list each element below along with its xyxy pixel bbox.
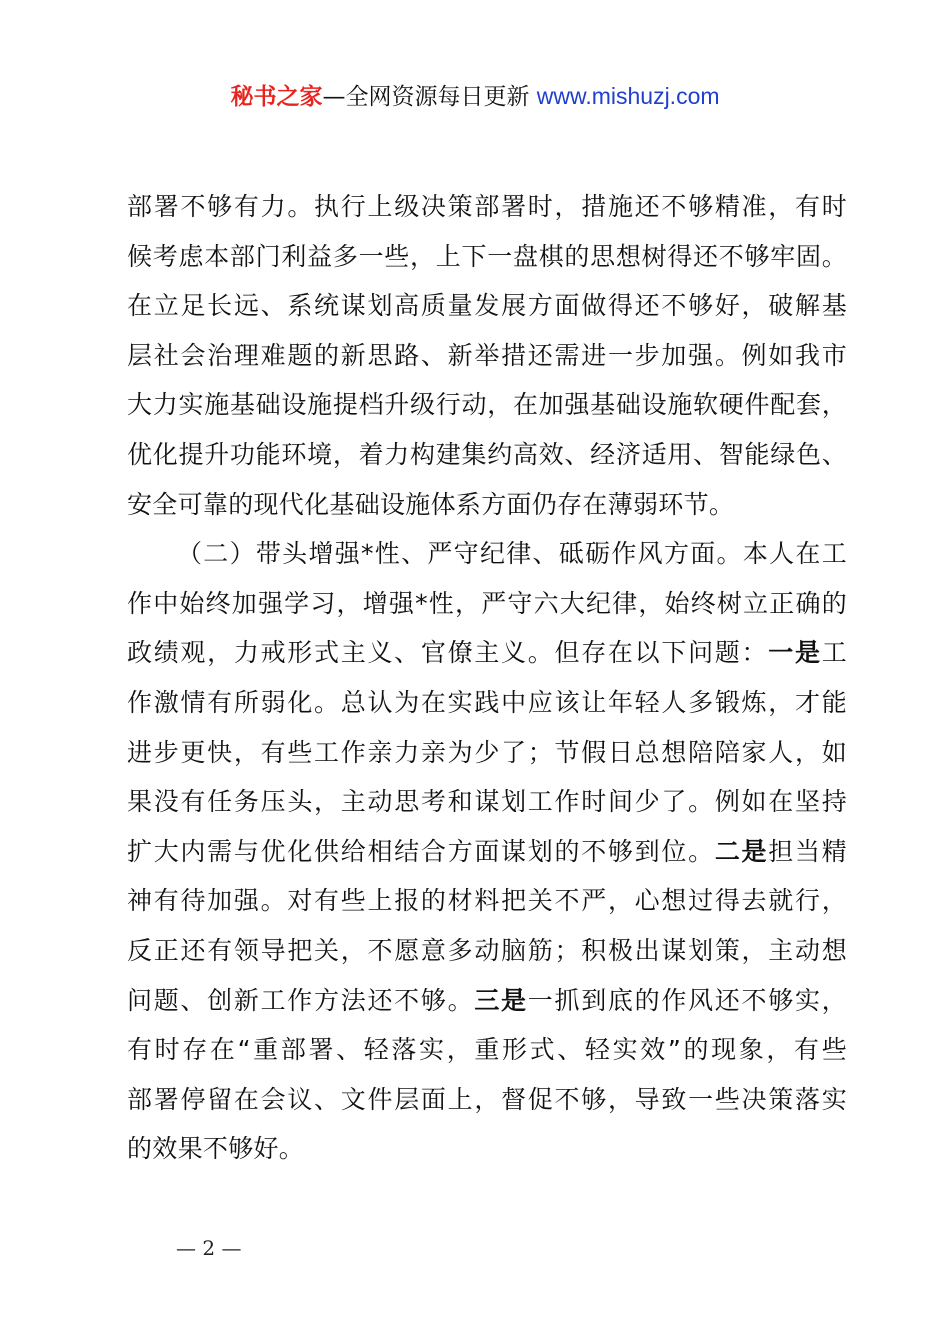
- text-run: 问题、创新工作方法还不够。: [127, 985, 475, 1015]
- text-line: 的效果不够好。: [127, 1134, 305, 1164]
- site-url[interactable]: www.mishuzj.com: [536, 83, 720, 109]
- text-line: 部署不够有力。执行上级决策部署时，措施还不够精准，有时: [127, 192, 847, 221]
- text-run: 政绩观，力戒形式主义、官僚主义。但存在以下问题：: [127, 638, 769, 668]
- site-header: [0, 78, 950, 115]
- text-line: 进步更快，有些工作亲力亲为少了；节假日总想陪陪家人，如: [127, 737, 847, 767]
- brand-name: 秘书之家: [230, 84, 323, 110]
- text-line: 作激情有所弱化。总认为在实践中应该让年轻人多锻炼，才能: [127, 687, 847, 717]
- header-tagline: —全网资源每日更新: [322, 84, 537, 110]
- document-body: [127, 182, 847, 1174]
- text-line: 优化提升功能环境，着力构建集约高效、经济适用、智能绿色、: [127, 439, 847, 469]
- emphasis-marker: 二是: [714, 836, 769, 866]
- text-line: 有时存在“重部署、轻落实，重形式、轻实效”的现象，有些: [127, 1035, 847, 1065]
- text-run: 扩大内需与优化供给相结合方面谋划的不够到位。: [127, 836, 715, 866]
- text-line: 安全可靠的现代化基础设施体系方面仍存在薄弱环节。: [127, 489, 735, 519]
- text-line: 大力实施基础设施提档升级行动，在加强基础设施软硬件配套，: [127, 390, 847, 420]
- text-line: 神有待加强。对有些上报的材料把关不严，心想过得去就行，: [127, 886, 847, 916]
- text-line: 部署停留在会议、文件层面上，督促不够，导致一些决策落实: [127, 1084, 847, 1114]
- text-line: 果没有任务压头，主动思考和谋划工作时间少了。例如在坚持: [127, 787, 847, 817]
- emphasis-marker: 一是: [768, 638, 822, 668]
- text-run: 工: [821, 638, 847, 668]
- text-line: [127, 976, 847, 1026]
- text-line: 在立足长远、系统谋划高质量发展方面做得还不够好，破解基: [127, 291, 847, 321]
- text-run: 一抓到底的作风还不够实，: [527, 985, 847, 1015]
- text-line: 层社会治理难题的新思路、新举措还需进一步加强。例如我市: [127, 340, 847, 370]
- text-line: 反正还有领导把关，不愿意多动脑筋；积极出谋划策，主动想: [127, 935, 847, 965]
- text-line: [127, 628, 847, 678]
- text-line: [127, 827, 847, 877]
- text-run: 担当精: [768, 836, 847, 866]
- text-line: 作中始终加强学习，增强*性，严守六大纪律，始终树立正确的: [127, 588, 847, 618]
- emphasis-marker: 三是: [474, 985, 528, 1015]
- text-line: 候考虑本部门利益多一些，上下一盘棋的思想树得还不够牢固。: [127, 241, 847, 271]
- page-number: — 2 —: [176, 1236, 242, 1260]
- section-heading-line: （二）带头增强*性、严守纪律、砥砺作风方面。本人在工: [177, 539, 847, 569]
